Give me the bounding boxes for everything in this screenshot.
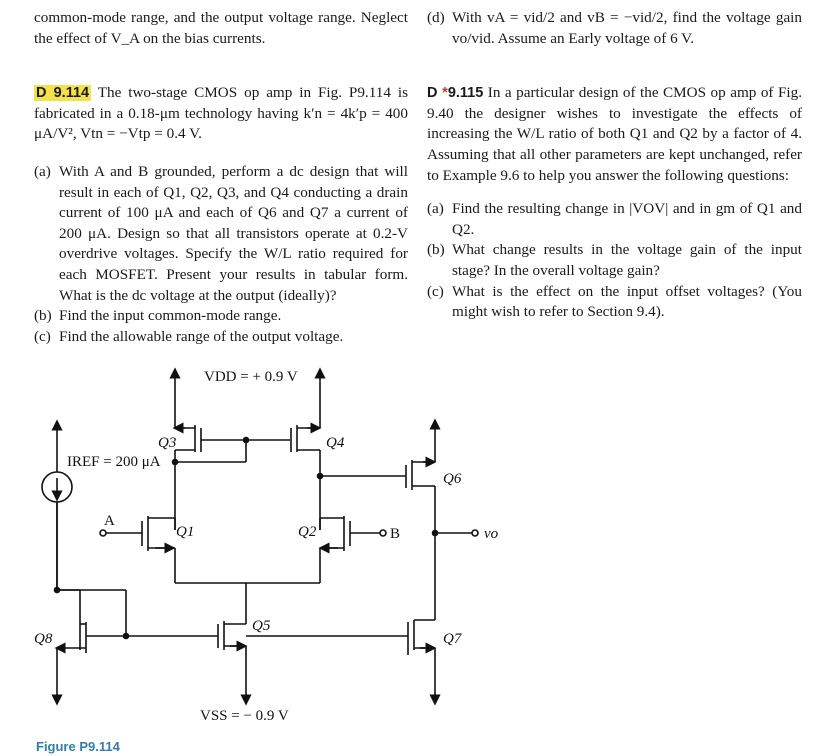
label-q6: Q6: [443, 471, 462, 487]
transistor-q5: [218, 621, 246, 700]
part-c-text: What is the effect on the input offset voltages? (You might wish to refer to Section 9.4).: [452, 282, 802, 321]
left-column: [34, 8, 408, 347]
problem-9-115-intro-text: In a particular design of the CMOS op amp of Fig. 9.40 the designer wishes to investigate the effects of increasing the W/L ratio of both Q1 and Q2 by a factor of 4. Assuming that all other parameters are kept unchanged, refer to Example 9.6 to help you answer the following questions:: [427, 84, 802, 184]
label-q4: Q4: [326, 435, 345, 451]
top-fragment: common-mode range, and the output voltage range. Neglect the effect of V_A on the bias currents.: [34, 9, 408, 47]
problem-9-114-intro: [34, 83, 408, 145]
part-a-label: (a): [427, 200, 444, 218]
label-q5: Q5: [252, 618, 271, 634]
label-q1: Q1: [176, 524, 195, 540]
transistor-q2: [320, 516, 380, 583]
problem-9-114-intro-text: The two-stage CMOS op amp in Fig. P9.114 is fabricated in a 0.18-μm technology having k′n = 4k′p = 400 μA/V², Vtn = −Vtp = 0.4 V.: [34, 84, 408, 143]
transistor-q4: [291, 425, 320, 530]
transistor-q7: [246, 620, 435, 700]
part-d-label: (d): [427, 9, 445, 26]
problem-9-114-part-d: [427, 8, 802, 49]
circuit-diagram: [0, 355, 821, 735]
problem-number-suffix: 9.115: [447, 85, 484, 102]
part-b-label: (b): [34, 307, 52, 325]
vss-label: VSS = − 0.9 V: [200, 708, 289, 724]
figure-caption: Figure P9.114: [36, 739, 120, 754]
iref-current-source: [42, 463, 72, 590]
problem-number-9-114: D 9.114: [36, 85, 90, 102]
label-q7: Q7: [443, 631, 462, 647]
problem-9-115-part-c: [427, 282, 802, 323]
part-b-label: (b): [427, 241, 445, 259]
star-marker: *: [442, 85, 448, 102]
problem-number-prefix: D: [427, 85, 443, 102]
part-a-text: Find the resulting change in |VOV| and in gm of Q1 and Q2.: [452, 200, 802, 238]
node-a-label: A: [104, 513, 115, 529]
vdd-label: VDD = + 0.9 V: [204, 369, 298, 385]
problem-9-115-part-a: [427, 199, 802, 240]
problem-9-115-part-b: [427, 240, 802, 281]
node-a-terminal: [100, 530, 106, 536]
part-a-label: (a): [34, 162, 51, 180]
part-d-text: With vA = vid/2 and vB = −vid/2, find the voltage gain vo/vid. Assume an Early voltage of 6 V.: [452, 9, 802, 47]
problem-9-114-part-c: [34, 327, 408, 348]
label-q8: Q8: [34, 631, 53, 647]
part-c-label: (c): [427, 282, 444, 300]
node-b-label: B: [390, 526, 401, 542]
transistor-q6: [320, 450, 435, 620]
problem-9-114-part-a: [34, 162, 408, 306]
node-b-terminal: [380, 530, 386, 536]
iref-label: IREF = 200 μA: [67, 454, 161, 470]
transistor-q1: [105, 516, 175, 583]
problem-9-115-intro: [427, 83, 802, 186]
transistor-q3: [175, 425, 290, 530]
part-b-text: Find the input common-mode range.: [59, 307, 282, 325]
output-terminal: [472, 530, 478, 536]
label-q3: Q3: [158, 435, 177, 451]
part-c-label: (c): [34, 327, 51, 345]
part-a-text: With A and B grounded, perform a dc design that will result in each of Q1, Q2, Q3, and Q4 conducting a drain current of 100 μA and each of Q6 and Q7 a current of 200 μA. Design so that all transistors operate at 0.2-V overdrive voltages. Specify the W/L ratio required for each MOSFET. Present your results in tabular form. What is the dc voltage at the output (ideally)?: [59, 162, 408, 304]
problem-number-9-115: [427, 85, 483, 101]
problem-9-114-part-b: [34, 306, 408, 327]
output-label: vo: [484, 526, 499, 542]
label-q2: Q2: [298, 524, 317, 540]
part-b-text: What change results in the voltage gain of the input stage? In the overall voltage gain?: [452, 241, 802, 279]
part-c-text: Find the allowable range of the output voltage.: [59, 327, 344, 345]
right-column: [427, 8, 802, 323]
